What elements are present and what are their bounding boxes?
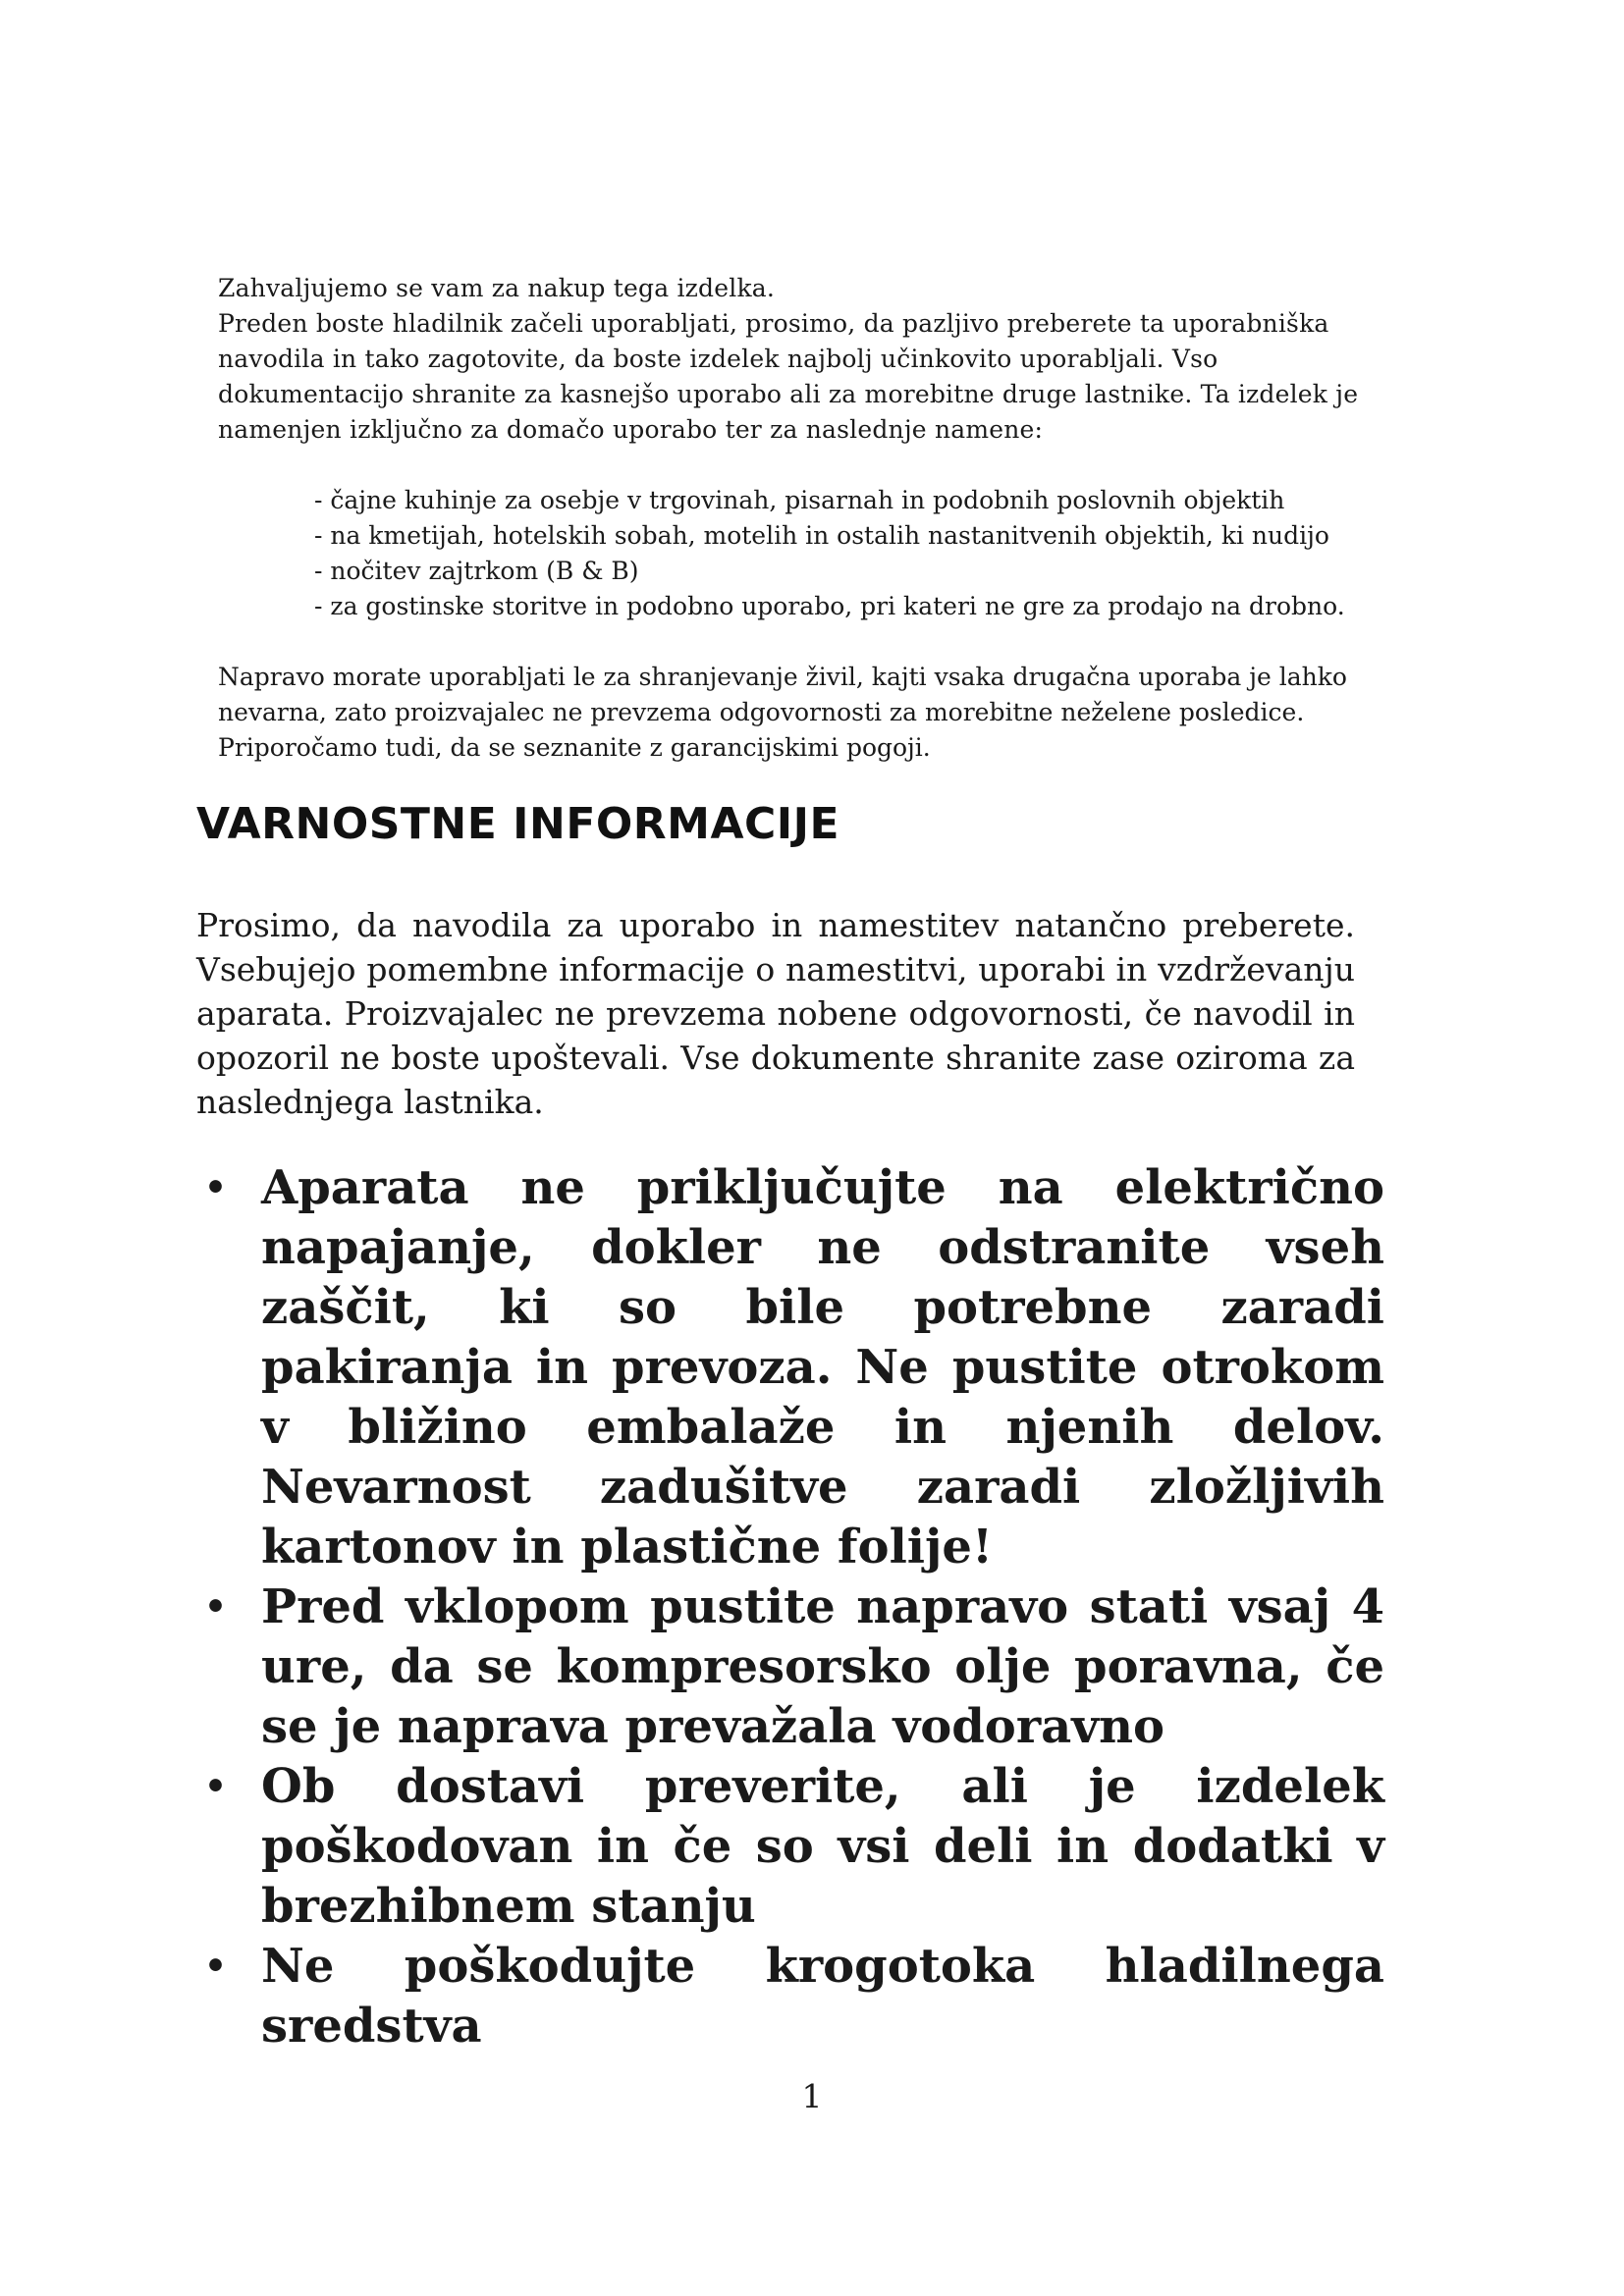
usage-note <box>218 660 1367 766</box>
list-item: - nočitev zajtrkom (B & B) <box>314 557 639 585</box>
usage-note-recommendation: Priporočamo tudi, da se seznanite z garancijskimi pogoji. <box>218 733 931 762</box>
warning-item <box>196 1158 1384 1577</box>
warning-item <box>196 1577 1384 1757</box>
warning-text: Ne poškodujte krogotoka hladilnega sredstva <box>261 1939 1384 2054</box>
bullet-icon: • <box>204 1946 228 1987</box>
warnings-list <box>196 1158 1384 2056</box>
intro-thanks: Zahvaljujemo se vam za nakup tega izdelka. <box>218 274 776 302</box>
bullet-icon: • <box>204 1586 228 1628</box>
warning-item <box>196 1937 1384 2056</box>
warning-item <box>196 1757 1384 1937</box>
page-number: 1 <box>801 2077 823 2115</box>
list-item: - na kmetijah, hotelskih sobah, motelih in ostalih nastanitvenih objektih, ki nudijo <box>314 521 1329 550</box>
usage-note-paragraph: Napravo morate uporabljati le za shranjevanje živil, kajti vsaka drugačna uporaba je lahko nevarna, zato proizvajalec ne prevzema odgovornosti za morebitne neželene posledice. <box>218 663 1347 726</box>
section-title: VARNOSTNE INFORMACIJE <box>196 799 840 849</box>
list-item: - čajne kuhinje za osebje v trgovinah, pisarnah in podobnih poslovnih objektih <box>314 486 1285 514</box>
usage-list <box>314 483 1375 624</box>
list-item: - za gostinske storitve in podobno uporabo, pri kateri ne gre za prodajo na drobno. <box>314 592 1345 620</box>
safety-intro-paragraph: Prosimo, da navodila za uporabo in namestitev natančno preberete. Vsebujejo pomembne informacije o namestitvi, uporabi in vzdrževanju aparata. Proizvajalec ne prevzema nobene odgovornosti, če navodil in opozoril ne boste upoštevali. Vse dokumente shranite zase oziroma za naslednjega lastnika. <box>196 906 1355 1121</box>
intro-section <box>218 271 1367 448</box>
bullet-icon: • <box>204 1766 228 1807</box>
intro-paragraph: Preden boste hladilnik začeli uporabljati, prosimo, da pazljivo preberete ta uporabniška navodila in tako zagotovite, da boste izdelek najbolj učinkovito uporabljali. Vso dokumentacijo shranite za kasnejšo uporabo ali za morebitne druge lastnike. Ta izdelek je namenjen izključno za domačo uporabo ter za naslednje namene: <box>218 309 1359 444</box>
bullet-icon: • <box>204 1167 228 1208</box>
warning-text: Ob dostavi preverite, ali je izdelek poškodovan in če so vsi deli in dodatki v brezhibnem stanju <box>261 1759 1384 1934</box>
warning-text: Pred vklopom pustite napravo stati vsaj 4 ure, da se kompresorsko olje poravna, če se je naprava prevažala vodoravno <box>261 1579 1384 1754</box>
warning-text: Aparata ne priključujte na električno napajanje, dokler ne odstranite vseh zaščit, ki so bile potrebne zaradi pakiranja in prevoza. Ne pustite otrokom v bližino embalaže in njenih delov. Nevarnost zadušitve zaradi zložljivih kartonov in plastične folije! <box>261 1160 1384 1575</box>
